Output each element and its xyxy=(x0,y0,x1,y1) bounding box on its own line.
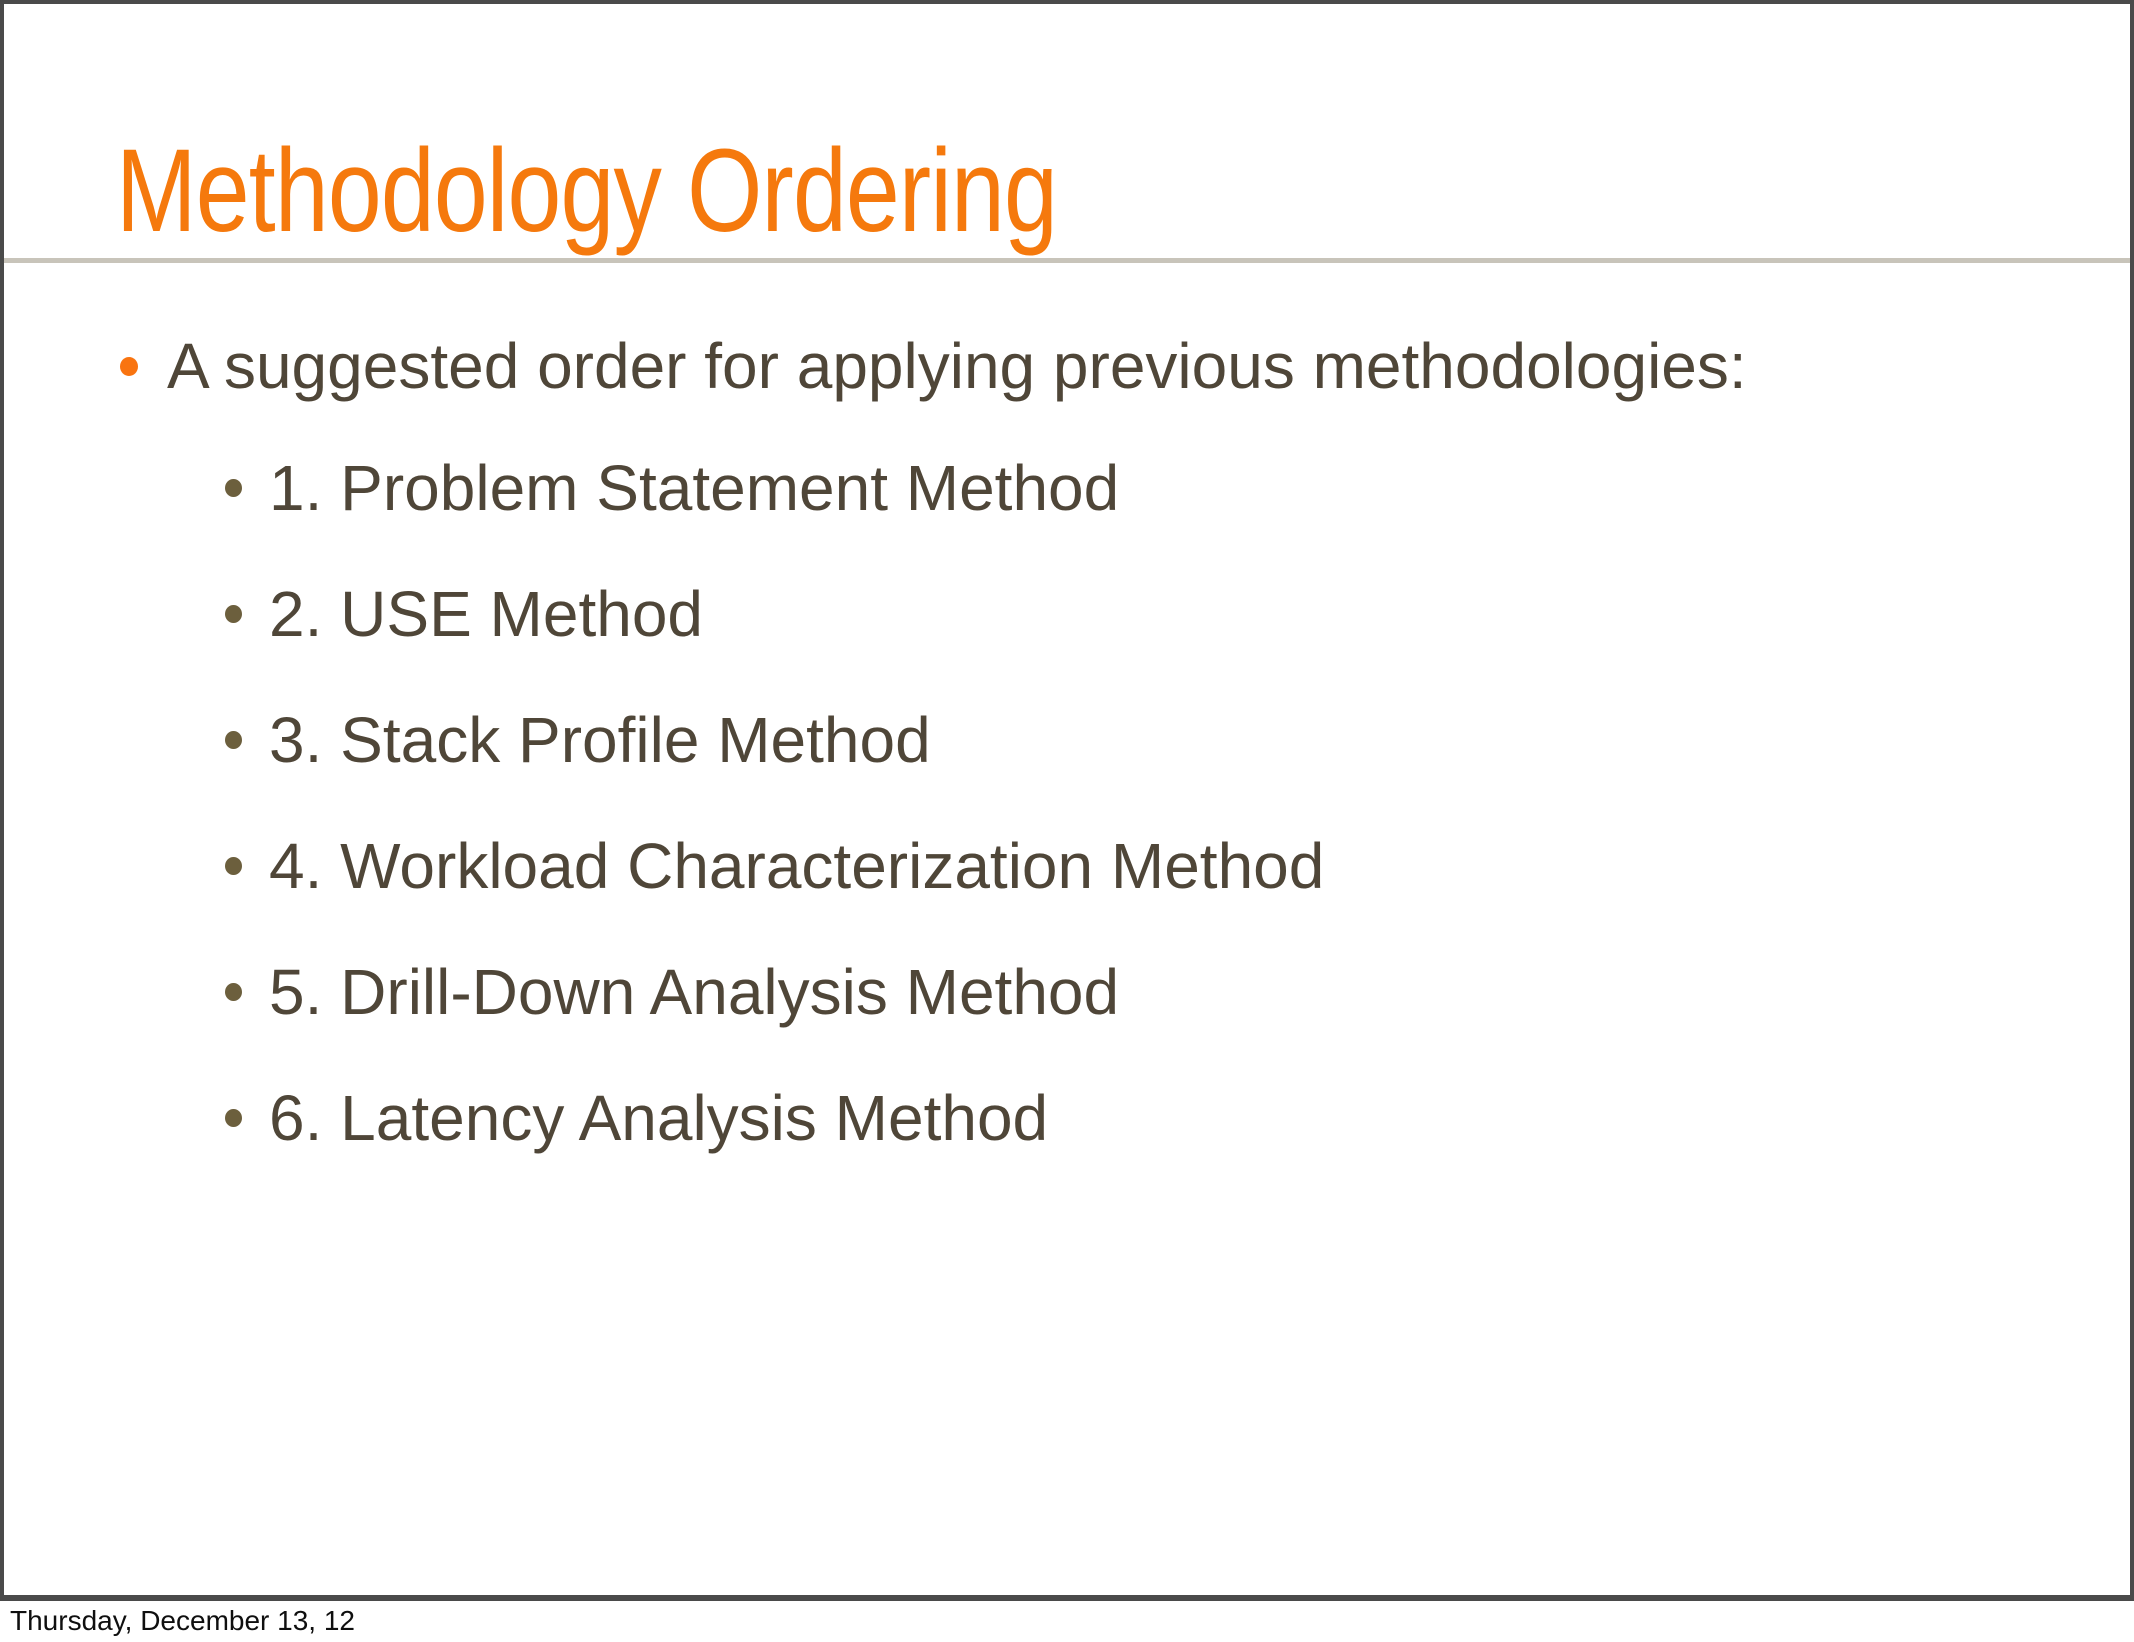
list-item xyxy=(225,677,1324,803)
title-divider xyxy=(4,258,2130,263)
list-item-label: 5. Drill-Down Analysis Method xyxy=(269,956,1120,1028)
bullet-icon xyxy=(225,605,242,623)
bullet-icon xyxy=(225,857,242,875)
list-item xyxy=(225,803,1324,929)
methodology-list xyxy=(225,425,1324,1181)
list-item-label: 1. Problem Statement Method xyxy=(269,452,1120,524)
list-item-label: 2. USE Method xyxy=(269,578,703,650)
slide-title: Methodology Ordering xyxy=(116,125,1058,257)
list-item-label: 3. Stack Profile Method xyxy=(269,704,931,776)
top-bullet-label: A suggested order for applying previous methodologies: xyxy=(167,330,1747,402)
list-item-label: 4. Workload Characterization Method xyxy=(269,830,1325,902)
list-item xyxy=(225,551,1324,677)
bullet-icon xyxy=(120,357,138,376)
list-item xyxy=(225,425,1324,551)
bullet-icon xyxy=(225,983,242,1001)
bullet-icon xyxy=(225,731,242,749)
list-item-label: 6. Latency Analysis Method xyxy=(269,1082,1049,1154)
top-bullet-row xyxy=(120,329,1747,403)
bullet-icon xyxy=(225,1109,242,1127)
list-item xyxy=(225,929,1324,1055)
footer-date: Thursday, December 13, 12 xyxy=(10,1605,355,1636)
list-item xyxy=(225,1055,1324,1181)
bullet-icon xyxy=(225,479,242,497)
